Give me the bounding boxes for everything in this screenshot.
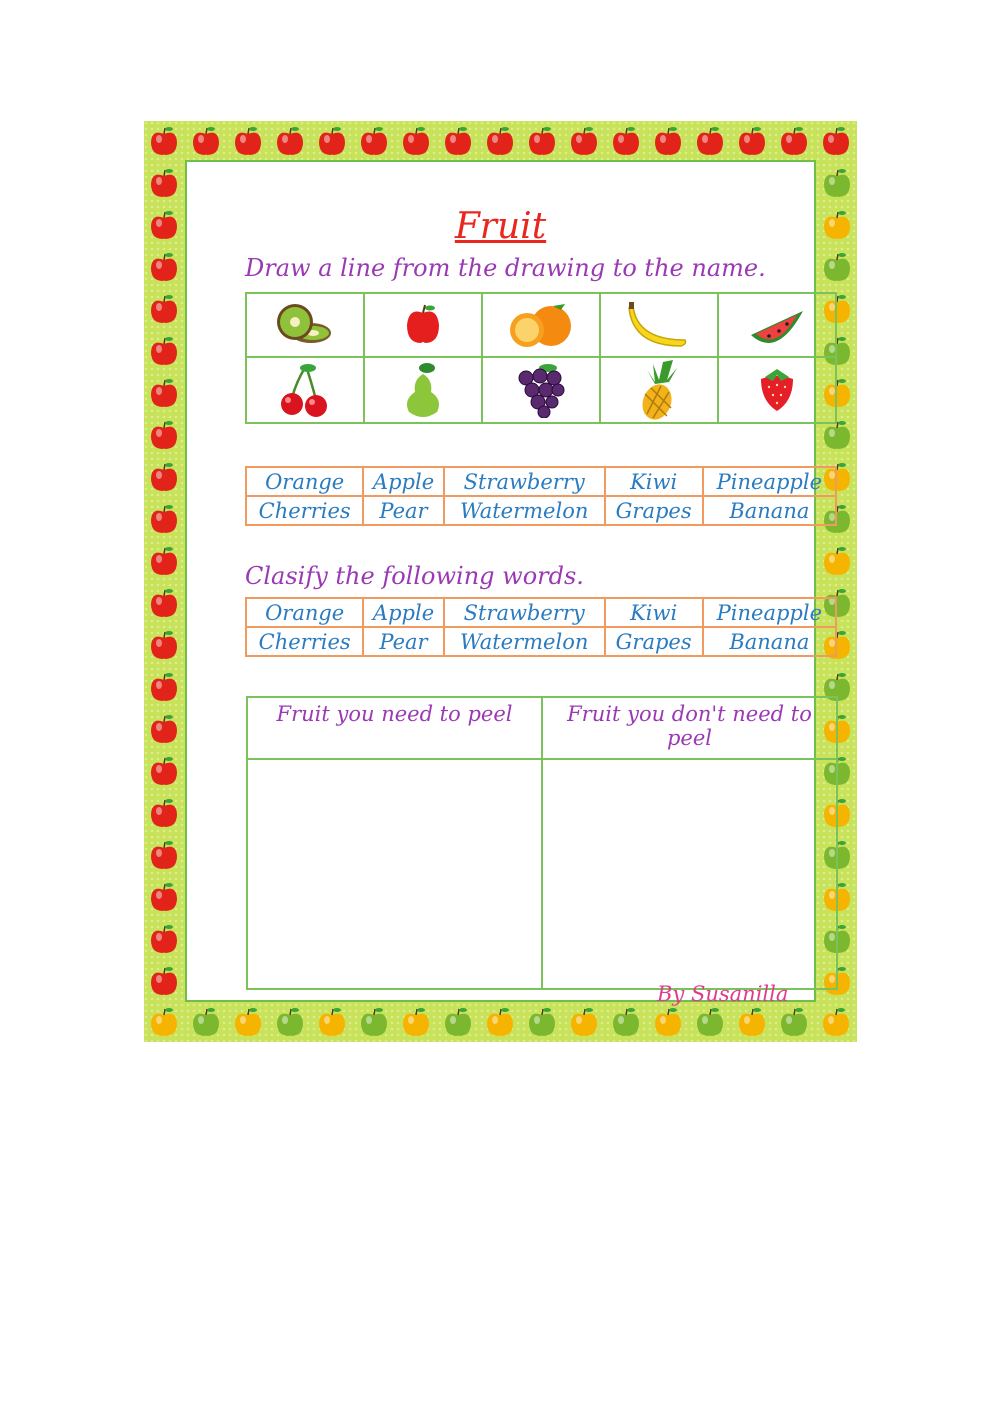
apple-border-icon bbox=[358, 1006, 390, 1038]
worksheet-frame bbox=[144, 121, 857, 1042]
apple-border-icon bbox=[148, 335, 180, 367]
apple-border-icon bbox=[148, 965, 180, 997]
word-cell: Pineapple bbox=[703, 467, 836, 496]
apple-border-icon bbox=[442, 1006, 474, 1038]
apple-border-icon bbox=[316, 125, 348, 157]
apple-border-icon bbox=[526, 125, 558, 157]
apple-border-icon bbox=[526, 1006, 558, 1038]
cherries-icon bbox=[247, 358, 363, 422]
word-table-match bbox=[245, 466, 837, 526]
apple-border-icon bbox=[232, 1006, 264, 1038]
apple-border-icon bbox=[148, 125, 180, 157]
worksheet-content bbox=[185, 160, 823, 1006]
apple-border-icon bbox=[610, 125, 642, 157]
apple-border-icon bbox=[190, 1006, 222, 1038]
apple-border-icon bbox=[148, 209, 180, 241]
apple-border-icon bbox=[610, 1006, 642, 1038]
apple-border-icon bbox=[820, 125, 852, 157]
apple-border-icon bbox=[568, 125, 600, 157]
word-cell: Pear bbox=[363, 627, 443, 656]
apple-border-icon bbox=[442, 125, 474, 157]
apple-border-icon bbox=[778, 1006, 810, 1038]
apple-border-icon bbox=[148, 923, 180, 955]
apple-border-icon bbox=[652, 125, 684, 157]
pear-icon bbox=[365, 358, 481, 422]
apple-border-icon bbox=[148, 251, 180, 283]
word-cell: Orange bbox=[246, 467, 363, 496]
word-cell: Watermelon bbox=[444, 627, 605, 656]
apple-border-icon bbox=[821, 251, 853, 283]
banana-icon bbox=[601, 294, 717, 356]
apple-icon bbox=[365, 294, 481, 356]
instruction-draw-line: Draw a line from the drawing to the name. bbox=[245, 254, 766, 282]
apple-border-icon bbox=[484, 125, 516, 157]
apple-border-icon bbox=[821, 545, 853, 577]
page-title: Fruit bbox=[454, 206, 547, 247]
apple-border-icon bbox=[694, 1006, 726, 1038]
apple-border-icon bbox=[148, 419, 180, 451]
watermelon-icon bbox=[719, 294, 835, 356]
apple-border-icon bbox=[148, 755, 180, 787]
apple-border-icon bbox=[400, 1006, 432, 1038]
apple-border-icon bbox=[148, 587, 180, 619]
word-cell: Kiwi bbox=[605, 467, 703, 496]
apple-border-icon bbox=[148, 545, 180, 577]
word-cell: Kiwi bbox=[605, 598, 703, 627]
column-header-peel: Fruit you need to peel bbox=[247, 697, 542, 759]
apple-border-icon bbox=[148, 713, 180, 745]
apple-border-icon bbox=[148, 167, 180, 199]
apple-border-icon bbox=[148, 881, 180, 913]
apple-border-icon bbox=[484, 1006, 516, 1038]
apple-border-icon bbox=[148, 1006, 180, 1038]
orange-icon bbox=[483, 294, 599, 356]
apple-border-icon bbox=[148, 797, 180, 829]
picture-grid bbox=[245, 292, 837, 424]
word-cell: Banana bbox=[703, 496, 836, 525]
apple-border-icon bbox=[274, 1006, 306, 1038]
word-cell: Apple bbox=[363, 467, 443, 496]
apple-border-icon bbox=[400, 125, 432, 157]
word-cell: Pineapple bbox=[703, 598, 836, 627]
word-cell: Strawberry bbox=[444, 598, 605, 627]
apple-border-icon bbox=[148, 377, 180, 409]
word-cell: Cherries bbox=[246, 627, 363, 656]
apple-border-icon bbox=[736, 1006, 768, 1038]
apple-border-icon bbox=[148, 503, 180, 535]
word-cell: Watermelon bbox=[444, 496, 605, 525]
word-cell: Grapes bbox=[605, 627, 703, 656]
apple-border-icon bbox=[148, 461, 180, 493]
word-cell: Apple bbox=[363, 598, 443, 627]
word-cell: Pear bbox=[363, 496, 443, 525]
apple-border-icon bbox=[821, 209, 853, 241]
author-byline: By Susanilla bbox=[657, 982, 789, 1006]
apple-border-icon bbox=[778, 125, 810, 157]
apple-border-icon bbox=[568, 1006, 600, 1038]
column-header-no-peel: Fruit you don't need to peel bbox=[542, 697, 837, 759]
word-cell: Orange bbox=[246, 598, 363, 627]
apple-border-icon bbox=[820, 1006, 852, 1038]
apple-border-icon bbox=[232, 125, 264, 157]
word-cell: Strawberry bbox=[444, 467, 605, 496]
classify-table bbox=[246, 696, 838, 990]
pineapple-icon bbox=[601, 358, 717, 422]
apple-border-icon bbox=[358, 125, 390, 157]
apple-border-icon bbox=[652, 1006, 684, 1038]
apple-border-icon bbox=[736, 125, 768, 157]
apple-border-icon bbox=[821, 167, 853, 199]
word-cell: Grapes bbox=[605, 496, 703, 525]
grapes-icon bbox=[483, 358, 599, 422]
apple-border-icon bbox=[148, 629, 180, 661]
answer-area-peel[interactable] bbox=[247, 759, 542, 989]
apple-border-icon bbox=[148, 671, 180, 703]
word-table-classify bbox=[245, 597, 837, 657]
apple-border-icon bbox=[274, 125, 306, 157]
answer-area-no-peel[interactable] bbox=[542, 759, 837, 989]
apple-border-icon bbox=[148, 293, 180, 325]
word-cell: Banana bbox=[703, 627, 836, 656]
apple-border-icon bbox=[190, 125, 222, 157]
apple-border-icon bbox=[316, 1006, 348, 1038]
apple-border-icon bbox=[694, 125, 726, 157]
instruction-classify: Clasify the following words. bbox=[245, 562, 584, 590]
word-cell: Cherries bbox=[246, 496, 363, 525]
strawberry-icon bbox=[719, 358, 835, 422]
apple-border-icon bbox=[148, 839, 180, 871]
kiwi-icon bbox=[247, 294, 363, 356]
